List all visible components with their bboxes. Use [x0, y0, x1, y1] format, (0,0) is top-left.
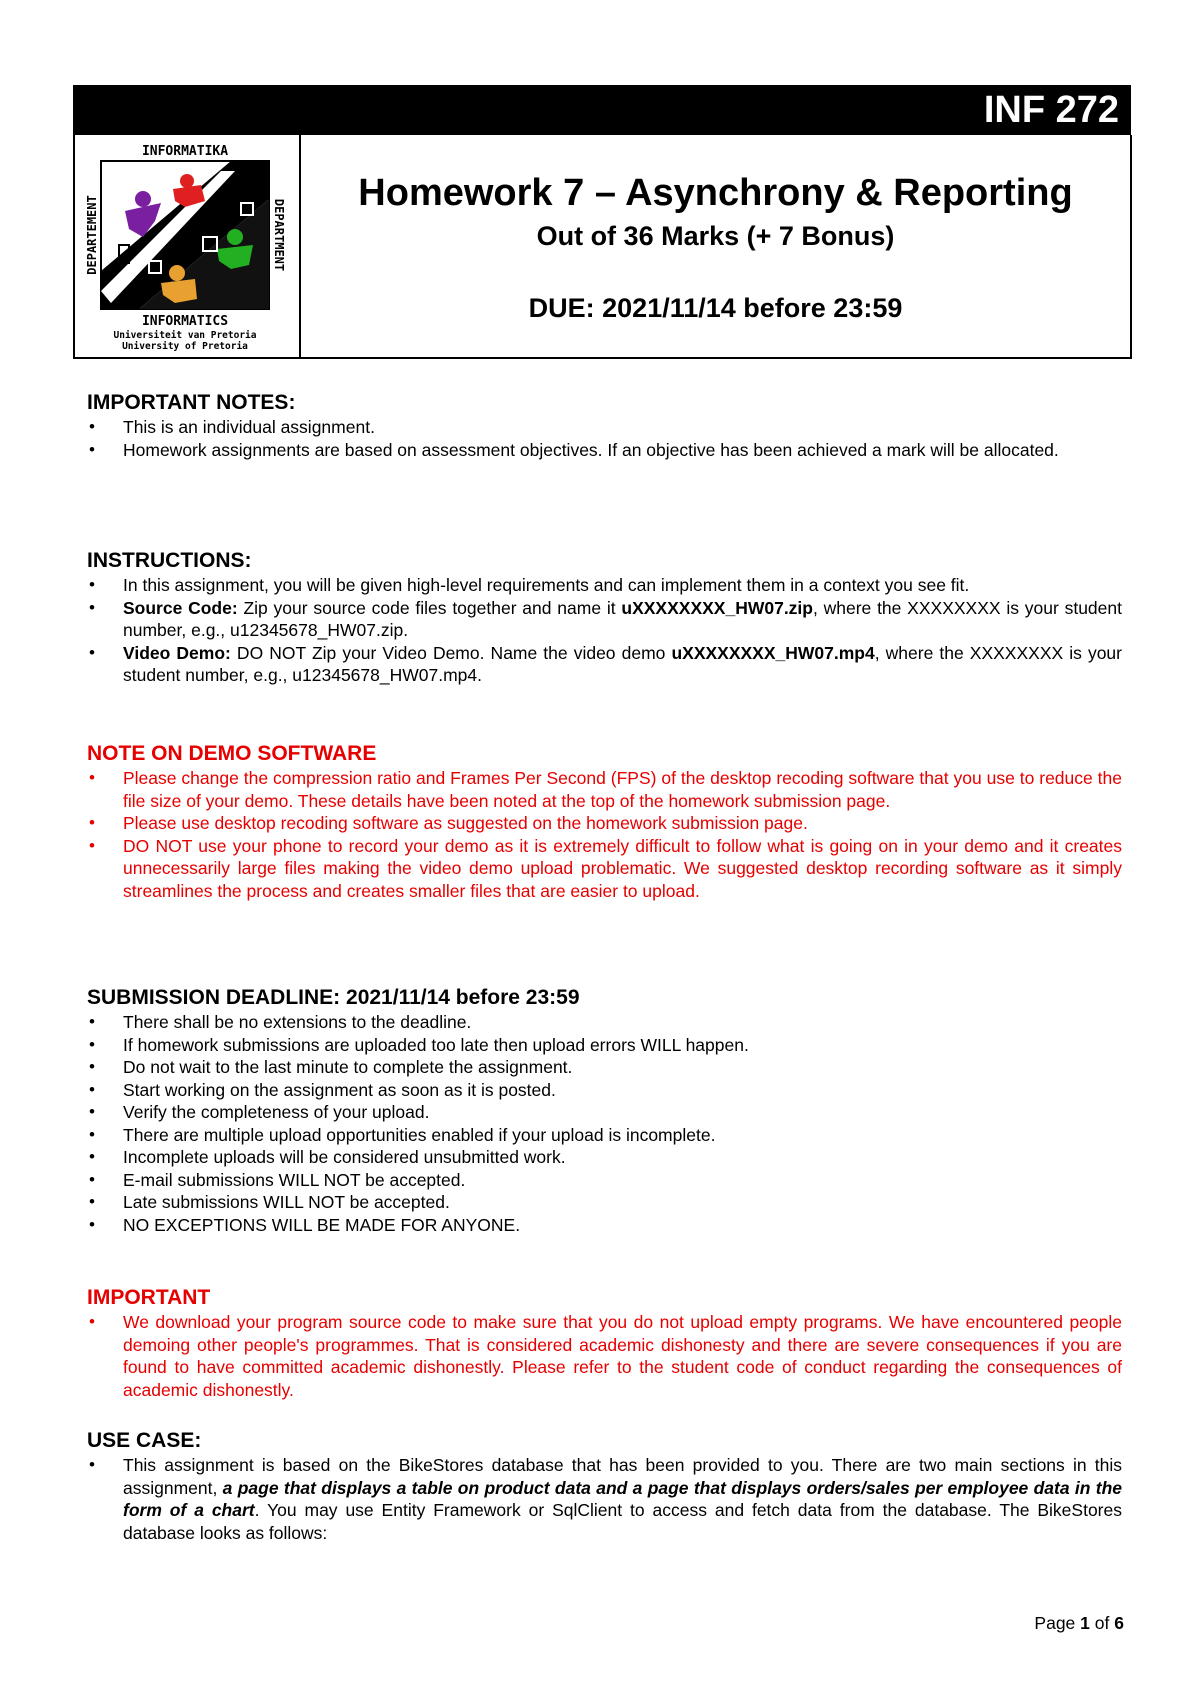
demo-software-heading: NOTE ON DEMO SOFTWARE	[87, 742, 377, 765]
homework-title: Homework 7 – Asynchrony & Reporting	[358, 172, 1073, 214]
department-logo	[85, 141, 290, 351]
list-item: • Source Code: Zip your source code files together and name it uXXXXXXXX_HW07.zip, where the XXXXXXXX is your student number, e.g., u12345678_HW07.zip.	[89, 597, 1122, 640]
marks-total: Out of 36 Marks (+ 7 Bonus)	[536, 221, 895, 251]
important-notes-section	[87, 390, 1122, 461]
list-item: • There shall be no extensions to the deadline.	[89, 1012, 472, 1032]
list-item: • Please change the compression ratio and Frames Per Second (FPS) of the desktop recoding software that you use to reduce the file size of your demo. These details have been noted at the top of the homework submission page.	[89, 768, 1122, 811]
list-item: • This is an individual assignment.	[89, 417, 375, 437]
logo-university-en: University of Pretoria	[122, 341, 248, 351]
important-section	[87, 1285, 1122, 1401]
list-item: • Incomplete uploads will be considered unsubmitted work.	[89, 1147, 566, 1167]
list-item: • Verify the completeness of your upload.	[89, 1102, 430, 1122]
list-item: • Video Demo: DO NOT Zip your Video Demo. Name the video demo uXXXXXXXX_HW07.mp4, where the XXXXXXXX is your student number, e.g., u12345678_HW07.mp4.	[89, 642, 1122, 685]
list-item: • Late submissions WILL NOT be accepted.	[89, 1192, 450, 1212]
use-case-heading: USE CASE:	[87, 1429, 202, 1452]
page-number: Page 1 of 6	[1034, 1613, 1124, 1633]
list-item: • Homework assignments are based on assessment objectives. If an objective has been achieved a mark will be allocated.	[89, 439, 1059, 460]
instructions-heading: INSTRUCTIONS:	[87, 549, 252, 572]
logo-right-text: DEPARTMENT	[272, 198, 286, 272]
course-code: INF 272	[983, 89, 1119, 131]
list-item: • In this assignment, you will be given high-level requirements and can implement them in a context you see fit.	[89, 575, 970, 595]
deadline-section	[87, 985, 1122, 1236]
logo-bottom-text: INFORMATICS	[141, 314, 229, 329]
list-item: • If homework submissions are uploaded too late then upload errors WILL happen.	[89, 1034, 749, 1055]
important-heading: IMPORTANT	[87, 1286, 211, 1309]
logo-left-text: DEPARTEMENT	[85, 195, 99, 275]
list-item: • DO NOT use your phone to record your demo as it is extremely difficult to follow what is going on in your demo and it creates unnecessarily large files making the video demo upload problematic. We suggested desktop recording software as it simply streamlines the process and creates smaller files that are easier to upload.	[89, 835, 1122, 901]
deadline-heading: SUBMISSION DEADLINE: 2021/11/14 before 23:59	[87, 986, 580, 1009]
demo-software-section	[87, 741, 1122, 902]
title-block	[73, 135, 1132, 359]
list-item: • There are multiple upload opportunities enabled if your upload is incomplete.	[89, 1124, 716, 1145]
title-area	[301, 135, 1130, 357]
use-case-section	[87, 1428, 1122, 1544]
list-item: • We download your program source code to make sure that you do not upload empty programs. We have encountered people demoing other people's programmes. That is considered academic dishonesty and there are severe consequences if you are found to have committed academic dishonestly. Please refer to the student code of conduct regarding the consequences of academic dishonestly.	[89, 1312, 1122, 1400]
list-item: • Do not wait to the last minute to complete the assignment.	[89, 1057, 573, 1077]
logo-university-af: Universiteit van Pretoria	[113, 330, 257, 341]
list-item: • NO EXCEPTIONS WILL BE MADE FOR ANYONE.	[89, 1214, 521, 1235]
list-item: • E-mail submissions WILL NOT be accepted.	[89, 1169, 466, 1190]
list-item: • This assignment is based on the BikeStores database that has been provided to you. There are two main sections in this assignment, a page that displays a table on product data and a page that displays orders/sales per employee data in the form of a chart. You may use Entity Framework or SqlClient to access and fetch data from the database. The BikeStores database looks as follows:	[89, 1455, 1123, 1543]
logo-top-text: INFORMATIKA	[141, 144, 229, 159]
course-banner	[73, 85, 1131, 135]
instructions-section	[87, 548, 1122, 687]
due-date: DUE: 2021/11/14 before 23:59	[528, 293, 903, 323]
list-item: • Please use desktop recoding software as suggested on the homework submission page.	[89, 813, 808, 833]
list-item: • Start working on the assignment as soon as it is posted.	[89, 1079, 556, 1100]
important-notes-heading: IMPORTANT NOTES:	[87, 391, 296, 414]
